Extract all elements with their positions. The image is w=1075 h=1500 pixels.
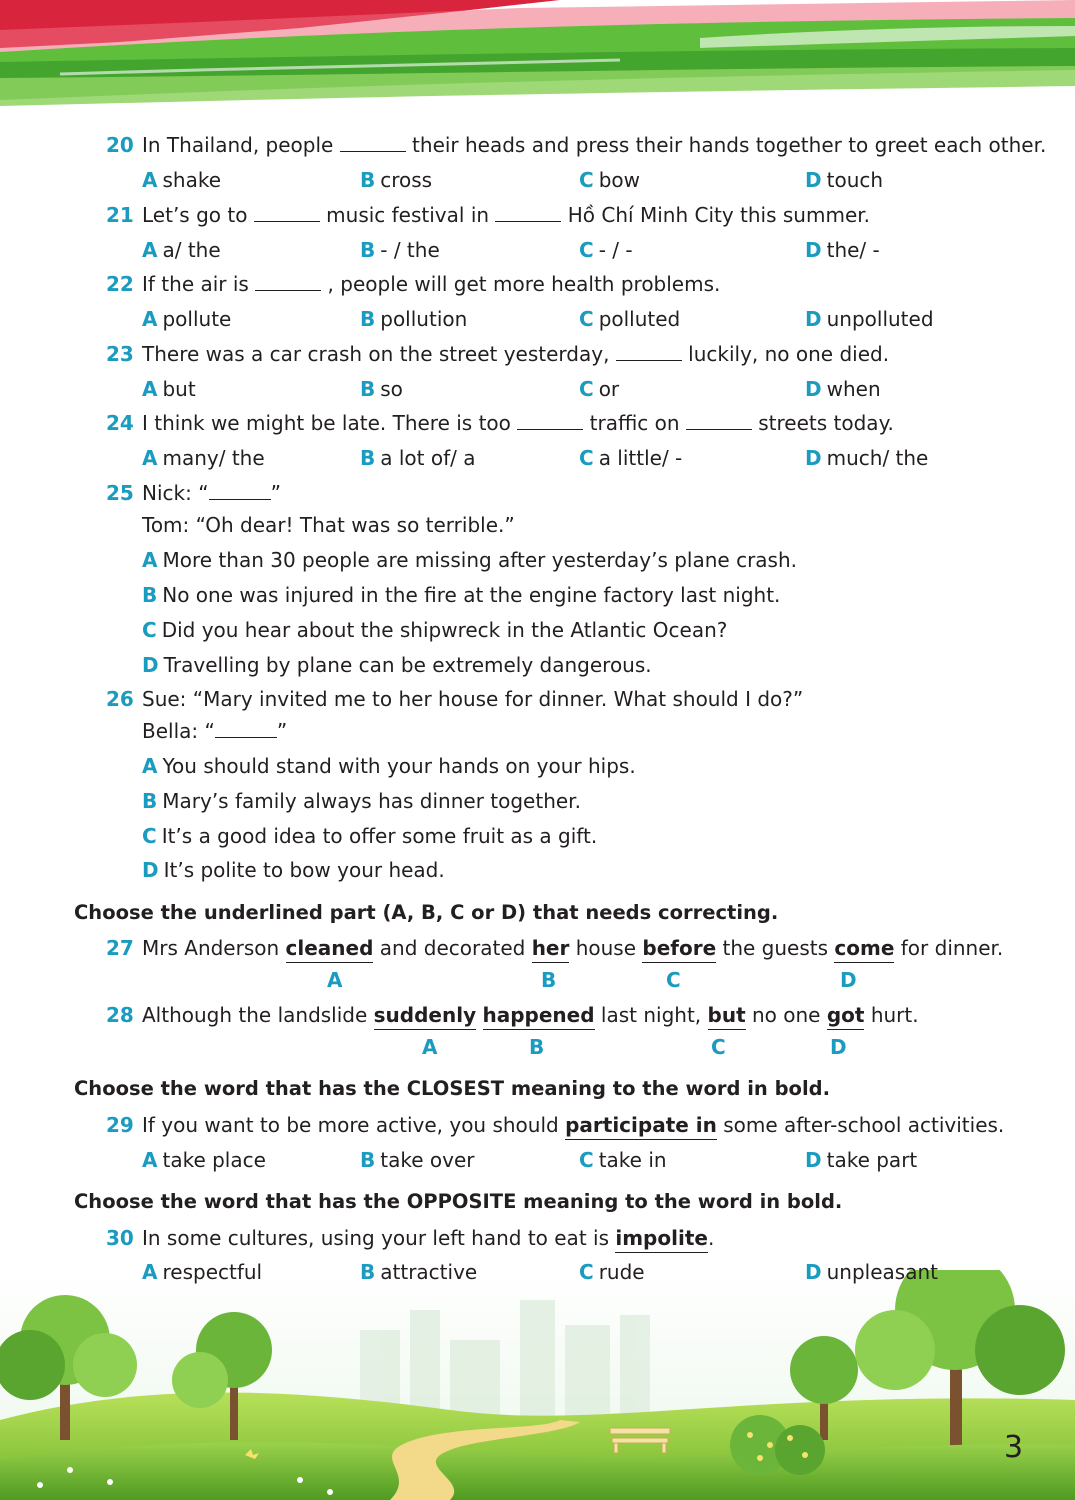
answer-blank	[686, 413, 752, 430]
question-number: 20	[106, 133, 134, 157]
option-b: B attractive	[360, 1260, 478, 1284]
option-letter-d: D	[830, 1035, 847, 1059]
option-letter-a: A	[422, 1035, 438, 1059]
option-a: A shake	[142, 168, 222, 192]
answer-blank	[254, 205, 320, 222]
question-number: 29	[106, 1113, 134, 1137]
option-a: A many/ the	[142, 446, 265, 470]
question-number: 24	[106, 411, 134, 435]
option-d: D take part	[805, 1148, 918, 1172]
underlined-part-b: her	[532, 936, 570, 963]
page-number: 3	[1004, 1430, 1024, 1465]
option-letter-b: B	[529, 1035, 545, 1059]
option-c: C or	[579, 377, 620, 401]
section-instruction: Choose the word that has the OPPOSITE meaning to the word in bold.	[74, 1190, 843, 1213]
dialogue-line: Nick: “ ”	[142, 481, 281, 505]
option-b: B Mary’s family always has dinner together.	[142, 789, 581, 813]
dialogue-line: Sue: “Mary invited me to her house for dinner. What should I do?”	[142, 687, 804, 711]
question-text: In some cultures, using your left hand to eat is impolite.	[142, 1225, 714, 1251]
question-text: If the air is , people will get more health problems.	[142, 272, 721, 296]
section-instruction: Choose the word that has the CLOSEST meaning to the word in bold.	[74, 1077, 831, 1100]
option-d: D the/ -	[805, 238, 880, 262]
answer-blank	[340, 135, 406, 152]
option-a: A You should stand with your hands on your hips.	[142, 754, 636, 778]
question-number: 25	[106, 481, 134, 505]
underlined-part-c: but	[708, 1003, 746, 1030]
option-letter-c: C	[711, 1035, 726, 1059]
answer-blank	[517, 413, 583, 430]
question-text: Mrs Anderson cleaned and decorated her house before the guests come for dinner.	[142, 935, 1003, 961]
option-c: C It’s a good idea to offer some fruit as a gift.	[142, 824, 598, 848]
answer-blank	[616, 344, 682, 361]
option-a: A a/ the	[142, 238, 221, 262]
answer-blank	[255, 274, 321, 291]
landscape-illustration	[0, 1270, 1075, 1500]
option-d: D It’s polite to bow your head.	[142, 858, 445, 882]
underlined-part-a: suddenly	[374, 1003, 476, 1030]
option-d: D touch	[805, 168, 884, 192]
option-c: C polluted	[579, 307, 681, 331]
option-b: B cross	[360, 168, 433, 192]
question-number: 27	[106, 936, 134, 960]
underlined-part-d: come	[834, 936, 894, 963]
dialogue-line: Bella: “ ”	[142, 719, 288, 743]
bold-word: participate in	[565, 1113, 717, 1140]
option-c: C rude	[579, 1260, 645, 1284]
option-b: B take over	[360, 1148, 475, 1172]
option-letter-a: A	[327, 968, 343, 992]
answer-blank	[215, 721, 277, 738]
option-c: C - / -	[579, 238, 633, 262]
question-number: 30	[106, 1226, 134, 1250]
question-text: If you want to be more active, you should participate in some after-school activities.	[142, 1112, 1004, 1138]
option-d: D when	[805, 377, 881, 401]
question-number: 26	[106, 687, 134, 711]
option-c: C Did you hear about the shipwreck in the Atlantic Ocean?	[142, 618, 728, 642]
question-text: Let’s go to music festival in Hồ Chí Minh City this summer.	[142, 203, 870, 227]
option-d: D Travelling by plane can be extremely dangerous.	[142, 653, 652, 677]
underlined-part-c: before	[642, 936, 716, 963]
option-d: D much/ the	[805, 446, 929, 470]
option-b: B a lot of/ a	[360, 446, 476, 470]
option-a: A take place	[142, 1148, 266, 1172]
question-number: 21	[106, 203, 134, 227]
option-b: B so	[360, 377, 403, 401]
question-number: 22	[106, 272, 134, 296]
answer-blank	[495, 205, 561, 222]
option-letter-b: B	[541, 968, 557, 992]
answer-blank	[209, 483, 271, 500]
option-c: C bow	[579, 168, 640, 192]
option-d: D unpleasant	[805, 1260, 938, 1284]
bold-word: impolite	[615, 1226, 708, 1253]
option-a: A respectful	[142, 1260, 263, 1284]
option-a: A but	[142, 377, 196, 401]
question-text: In Thailand, people their heads and press their hands together to greet each other.	[142, 133, 1047, 157]
underlined-part-b: happened	[483, 1003, 595, 1030]
option-b: B pollution	[360, 307, 468, 331]
option-d: D unpolluted	[805, 307, 934, 331]
option-a: A pollute	[142, 307, 232, 331]
option-b: B - / the	[360, 238, 440, 262]
question-text: Although the landslide suddenly happened last night, but no one got hurt.	[142, 1002, 919, 1028]
option-b: B No one was injured in the fire at the engine factory last night.	[142, 583, 781, 607]
option-a: A More than 30 people are missing after yesterday’s plane crash.	[142, 548, 797, 572]
question-number: 23	[106, 342, 134, 366]
dialogue-line: Tom: “Oh dear! That was so terrible.”	[142, 513, 515, 537]
question-text: I think we might be late. There is too traffic on streets today.	[142, 411, 894, 435]
option-letter-d: D	[840, 968, 857, 992]
section-instruction: Choose the underlined part (A, B, C or D) that needs correcting.	[74, 901, 779, 924]
underlined-part-d: got	[827, 1003, 865, 1030]
question-number: 28	[106, 1003, 134, 1027]
option-c: C a little/ -	[579, 446, 683, 470]
option-letter-c: C	[666, 968, 681, 992]
question-text: There was a car crash on the street yesterday, luckily, no one died.	[142, 342, 890, 366]
underlined-part-a: cleaned	[286, 936, 374, 963]
option-c: C take in	[579, 1148, 667, 1172]
